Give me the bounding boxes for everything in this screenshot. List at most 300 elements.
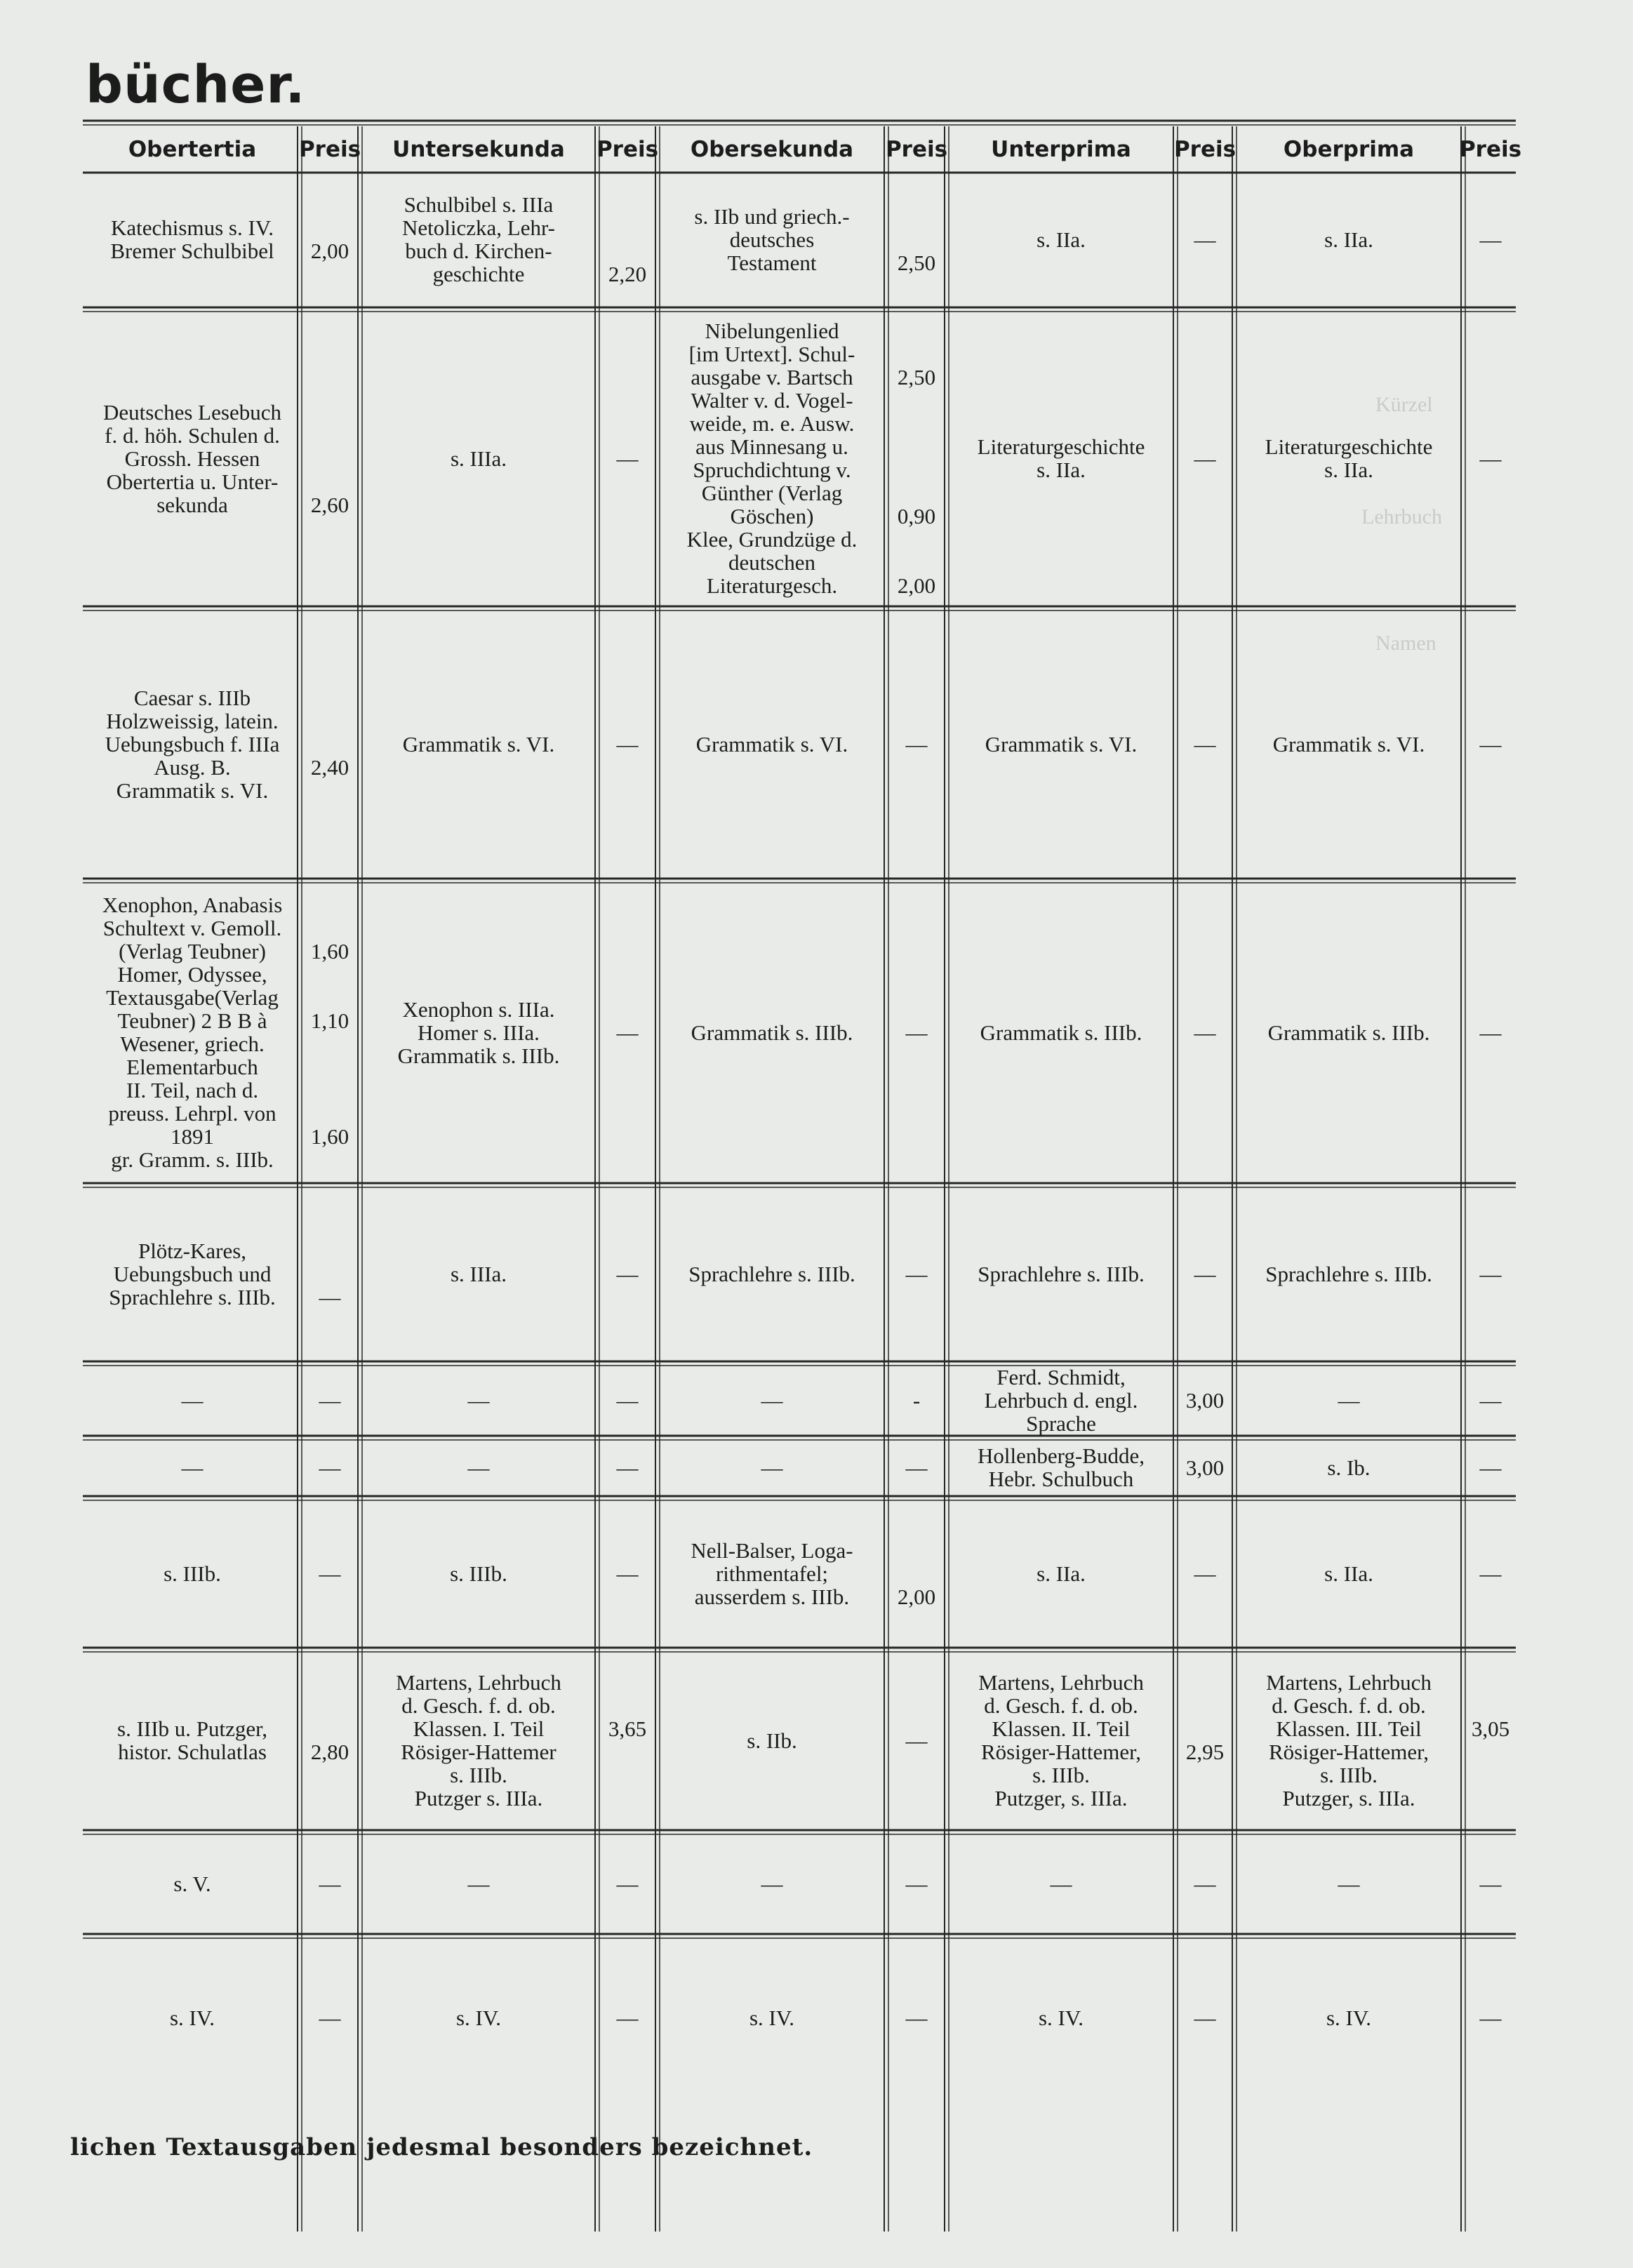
cell-line: Lehrbuch d. engl. [984, 1387, 1138, 1413]
table-cell [88, 313, 296, 603]
table-cell [1467, 1653, 1514, 1827]
table-cell [88, 1189, 296, 1359]
cell-line: s. IIa. [1324, 1561, 1373, 1586]
page-footer-text: lichen Textausgaben jedesmal besonders bezeichnet. [70, 2133, 813, 2161]
cell-line: — [905, 1728, 928, 1753]
table-cell [661, 884, 883, 1180]
cell-line [303, 986, 356, 1009]
cell-line: s. IIa. [1037, 458, 1086, 482]
cell-line: deutschen [728, 550, 815, 575]
table-cell [303, 1367, 356, 1433]
table-cell [890, 1441, 943, 1493]
table-cell [601, 1653, 654, 1827]
cell-line: Putzger s. IIIa. [414, 1786, 543, 1810]
cell-line: 3,00 [1185, 1455, 1225, 1480]
cell-line [303, 916, 356, 940]
table-cell [601, 174, 654, 305]
cell-line: s. IIa. [1324, 227, 1373, 252]
table-cell [88, 1441, 296, 1493]
cell-line: 2,00 [310, 239, 349, 263]
cell-line: — [467, 1387, 490, 1413]
cell-line [303, 1148, 356, 1171]
cell-line: Grammatik s. VI. [116, 778, 269, 803]
table-cell [661, 313, 883, 603]
cell-line: s. IIIb. [164, 1561, 221, 1586]
table-cell [303, 1189, 356, 1359]
table-cell [88, 1940, 296, 2095]
table-cell [1467, 1367, 1514, 1433]
cell-line: rithmentafel; [715, 1561, 829, 1586]
cell-line [1467, 1694, 1514, 1717]
table-cell [303, 612, 356, 876]
cell-line [601, 1694, 654, 1717]
cell-line: f. d. höh. Schulen d. [105, 422, 280, 448]
cell-line: — [1479, 446, 1502, 471]
cell-line: 3,05 [1471, 1716, 1510, 1741]
cell-line: — [616, 1020, 639, 1045]
cell-line: Testament [727, 250, 817, 275]
cell-line: Netoliczka, Lehr- [402, 215, 555, 240]
cell-line: — [905, 731, 928, 756]
cell-line: — [905, 1020, 928, 1045]
cell-line [890, 228, 943, 251]
cell-line: s. IIIb. [1320, 1763, 1378, 1787]
cell-line: s. IV. [455, 2005, 502, 2030]
table-cell [1179, 313, 1231, 603]
table-cell [88, 1367, 296, 1433]
cell-line [303, 733, 356, 756]
cell-line [890, 205, 943, 228]
cell-line [1179, 1671, 1231, 1694]
ghost-text: Namen [1375, 632, 1437, 655]
cell-line: — [905, 1871, 928, 1896]
cell-line: 1891 [171, 1124, 214, 1149]
cell-line: Elementarbuch [126, 1055, 258, 1079]
cell-line: s. IIa. [1037, 1561, 1086, 1586]
table-cell [950, 1653, 1172, 1827]
cell-line [303, 1239, 356, 1262]
cell-line: Grammatik s. VI. [402, 731, 555, 756]
cell-line: Sprachlehre s. IIIb. [109, 1284, 276, 1309]
table-cell [1238, 1502, 1460, 1645]
cell-line: s. IIb. [747, 1728, 797, 1753]
table-cell [303, 174, 356, 305]
cell-line: — [1479, 1387, 1502, 1413]
cell-line: Caesar s. IIIb [133, 685, 251, 710]
cell-line [890, 551, 943, 574]
cell-line [303, 401, 356, 424]
cell-line: Hebr. Schulbuch [988, 1467, 1134, 1491]
cell-line: Rösiger-Hattemer [401, 1740, 556, 1764]
table-cell [1238, 884, 1460, 1180]
table-cell [1467, 884, 1514, 1180]
cell-line: — [905, 1261, 928, 1286]
table-cell [950, 1940, 1172, 2095]
cell-line: Grammatik s. VI. [1272, 731, 1425, 756]
page-heading: bücher. [86, 55, 306, 115]
cell-line: — [616, 2005, 639, 2030]
cell-line [601, 1787, 654, 1810]
cell-line: — [319, 1455, 341, 1480]
cell-line: — [1338, 1871, 1360, 1896]
cell-line: Wesener, griech. [120, 1032, 265, 1056]
cell-line: 2,50 [897, 365, 936, 389]
cell-line: Plötz-Kares, [138, 1238, 247, 1263]
table-cell [890, 612, 943, 876]
table-cell [1179, 174, 1231, 305]
cell-line: Grossh. Hessen [124, 446, 260, 471]
cell-line: — [319, 2005, 341, 2030]
cell-line: — [616, 1261, 639, 1286]
cell-line: — [319, 1387, 341, 1413]
column-header-untersekunda: Untersekunda [392, 137, 565, 162]
cell-line: — [181, 1455, 204, 1480]
table-cell [1467, 1940, 1514, 2095]
cell-line: Nibelungenlied [705, 319, 839, 343]
cell-line: — [1479, 1261, 1502, 1286]
cell-line: — [1479, 731, 1502, 756]
cell-line [303, 1717, 356, 1740]
cell-line: 1,60 [310, 1124, 349, 1149]
table-cell [364, 1189, 594, 1359]
cell-line: d. Gesch. f. d. ob. [1272, 1693, 1426, 1718]
cell-line: Xenophon s. IIIa. [402, 996, 555, 1022]
cell-line: 3,00 [1185, 1387, 1225, 1413]
cell-line: — [181, 1387, 204, 1413]
cell-line: Uebungsbuch und [113, 1261, 272, 1286]
cell-line: deutsches [729, 227, 815, 252]
cell-line: Walter v. d. Vogel- [691, 388, 853, 413]
cell-line: 2,40 [310, 754, 349, 780]
cell-line: Klassen. I. Teil [413, 1716, 545, 1741]
cell-line: — [616, 1871, 639, 1896]
cell-line: — [905, 1455, 928, 1480]
cell-line [601, 1740, 654, 1763]
cell-line: s. V. [173, 1871, 211, 1896]
column-header-price: Preis [596, 137, 659, 162]
cell-line: 1,60 [310, 939, 349, 963]
cell-line [303, 447, 356, 470]
cell-line: Nell-Balser, Loga- [691, 1537, 853, 1563]
cell-line [1179, 1717, 1231, 1740]
table-cell [890, 884, 943, 1180]
cell-line: — [319, 1284, 341, 1309]
cell-line [890, 412, 943, 435]
cell-line: Sprachlehre s. IIIb. [1265, 1261, 1432, 1286]
table-cell [661, 612, 883, 876]
table-cell [601, 884, 654, 1180]
table-cell [661, 1653, 883, 1827]
cell-line: Uebungsbuch f. IIIa [105, 731, 280, 756]
cell-line: Xenophon, Anabasis [102, 893, 283, 917]
cell-line [303, 470, 356, 493]
cell-line: preuss. Lehrpl. von [108, 1101, 276, 1126]
table-cell [1238, 1441, 1460, 1493]
cell-line: Putzger, s. IIIa. [1282, 1786, 1415, 1810]
cell-line: s. IV. [1326, 2005, 1372, 2030]
table-cell [1179, 1940, 1231, 2095]
cell-line: Grammatik s. VI. [985, 731, 1138, 756]
cell-line: — [616, 731, 639, 756]
table-cell [364, 1836, 594, 1931]
cell-line [1467, 1671, 1514, 1694]
cell-line [601, 239, 654, 262]
cell-line: — [616, 446, 639, 471]
table-cell [950, 1836, 1172, 1931]
cell-line: — [1194, 731, 1216, 756]
cell-line [890, 389, 943, 412]
cell-line [303, 686, 356, 709]
table-cell [1467, 1189, 1514, 1359]
cell-line [303, 1055, 356, 1079]
cell-line: — [761, 1387, 783, 1413]
table-cell [364, 1367, 594, 1433]
table-cell [364, 1441, 594, 1493]
cell-line: s. IIIb. [450, 1763, 507, 1787]
cell-line: Göschen) [730, 504, 814, 528]
cell-line: s. IV. [1038, 2005, 1084, 2030]
cell-line: — [1479, 1020, 1502, 1045]
cell-line [303, 216, 356, 239]
cell-line: Martens, Lehrbuch [396, 1670, 561, 1695]
cell-line: Teubner) 2 B B à [117, 1008, 267, 1033]
cell-line [890, 435, 943, 458]
table-cell [1179, 1367, 1231, 1433]
table-cell [364, 313, 594, 603]
table-cell [950, 1364, 1172, 1436]
table-cell [1238, 1367, 1460, 1433]
cell-line: s. IIb und griech.- [694, 204, 850, 229]
table-cell [364, 612, 594, 876]
table-cell [601, 1441, 654, 1493]
table-cell [1238, 1836, 1460, 1931]
cell-line [303, 963, 356, 986]
table-cell [1179, 884, 1231, 1180]
table-cell [601, 313, 654, 603]
cell-line: Grammatik s. IIIb. [691, 1020, 853, 1045]
table-cell [303, 1836, 356, 1931]
column-header-oberprima: Oberprima [1283, 137, 1415, 162]
table-cell [1467, 313, 1514, 603]
table-cell [1238, 1940, 1460, 2095]
cell-line: — [1050, 1871, 1072, 1896]
cell-line: — [616, 1561, 639, 1586]
cell-line: — [1194, 1261, 1216, 1286]
cell-line: s. IIa. [1037, 227, 1086, 252]
table-cell [1467, 612, 1514, 876]
table-cell [661, 1367, 883, 1433]
cell-line: s. IV. [169, 2005, 215, 2030]
table-cell [364, 1502, 594, 1645]
cell-line: 2,95 [1185, 1740, 1225, 1764]
cell-line [890, 342, 943, 366]
cell-line: — [319, 1871, 341, 1896]
cell-line: Sprachlehre s. IIIb. [688, 1261, 855, 1286]
cell-line: Martens, Lehrbuch [978, 1670, 1144, 1695]
cell-line: Literaturgesch. [706, 573, 838, 598]
table-cell [601, 1940, 654, 2095]
cell-line: — [319, 1561, 341, 1586]
cell-line: — [1479, 1455, 1502, 1480]
cell-line: — [1194, 446, 1216, 471]
ghost-text: Lehrbuch [1361, 505, 1442, 528]
table-cell [88, 174, 296, 305]
table-cell [1179, 1836, 1231, 1931]
table-cell [303, 1653, 356, 1827]
table-cell [950, 612, 1172, 876]
table-cell [890, 1653, 943, 1827]
table-cell [950, 1441, 1172, 1493]
cell-line: Martens, Lehrbuch [1266, 1670, 1432, 1695]
table-cell [890, 313, 943, 603]
cell-line: 1,10 [310, 1008, 349, 1033]
table-cell [601, 1502, 654, 1645]
table-cell [890, 174, 943, 305]
table-cell [890, 1502, 943, 1645]
cell-line: 2,00 [897, 1584, 936, 1609]
cell-line: - [912, 1387, 921, 1413]
cell-line [890, 319, 943, 342]
cell-line: Schultext v. Gemoll. [102, 916, 282, 940]
cell-line: Grammatik s. VI. [695, 731, 848, 756]
table-cell [950, 1502, 1172, 1645]
cell-line: Schulbibel s. IIIa [404, 192, 554, 217]
cell-line: Grammatik s. IIIb. [1267, 1020, 1430, 1045]
table-cell [88, 884, 296, 1180]
cell-line: Klee, Grundzüge d. [686, 527, 858, 552]
cell-line: ausgabe v. Bartsch [691, 365, 853, 389]
cell-line: s. IIIb. [1032, 1763, 1090, 1787]
cell-line: geschichte [432, 262, 525, 286]
cell-line: [im Urtext]. Schul- [688, 342, 855, 366]
cell-line: s. IIIa. [450, 1261, 507, 1286]
cell-line: Putzger, s. IIIa. [994, 1786, 1128, 1810]
cell-line: s. Ib. [1327, 1455, 1371, 1480]
cell-line: 2,20 [608, 262, 647, 286]
column-header-obersekunda: Obersekunda [690, 137, 854, 162]
cell-line: Spruchdichtung v. [693, 458, 851, 482]
cell-line: d. Gesch. f. d. ob. [401, 1693, 556, 1718]
cell-line: s. IIIb u. Putzger, [117, 1716, 267, 1741]
cell-line [601, 193, 654, 216]
cell-line: s. IIa. [1324, 458, 1373, 482]
column-header-price: Preis [1173, 137, 1237, 162]
cell-line: Textausgabe(Verlag [106, 985, 279, 1010]
cell-line: — [905, 2005, 928, 2030]
table-cell [1179, 1441, 1231, 1493]
cell-line: weide, m. e. Ausw. [689, 411, 855, 436]
table-cell [364, 1653, 594, 1827]
table-cell [364, 174, 594, 305]
column-header-obertertia: Obertertia [128, 137, 257, 162]
table-cell [661, 1189, 883, 1359]
table-cell [601, 612, 654, 876]
cell-line: Sprache [1026, 1410, 1096, 1436]
cell-line: (Verlag Teubner) [119, 939, 266, 963]
cell-line: Ausg. B. [154, 754, 231, 780]
table-cell [661, 1940, 883, 2095]
table-cell [1179, 612, 1231, 876]
cell-line: 2,50 [897, 250, 936, 275]
cell-line: Rösiger-Hattemer, [981, 1740, 1141, 1764]
table-cell [950, 1189, 1172, 1359]
cell-line: 0,90 [897, 504, 936, 528]
cell-line: — [761, 1871, 783, 1896]
cell-line: — [1194, 1561, 1216, 1586]
cell-line [303, 709, 356, 733]
cell-line [1179, 1787, 1231, 1810]
cell-line: — [761, 1455, 783, 1480]
cell-line: 2,00 [897, 573, 936, 598]
cell-line: Literaturgeschichte [977, 434, 1145, 459]
table-cell [1467, 1502, 1514, 1645]
cell-line: Rösiger-Hattemer, [1269, 1740, 1429, 1764]
cell-line [303, 1262, 356, 1286]
cell-line: Literaturgeschichte [1265, 434, 1433, 459]
cell-line: Klassen. II. Teil [992, 1716, 1131, 1741]
column-header-unterprima: Unterprima [991, 137, 1131, 162]
table-cell [303, 1502, 356, 1645]
table-cell [601, 1836, 654, 1931]
table-cell [88, 1502, 296, 1645]
table-cell [1467, 1836, 1514, 1931]
cell-line: — [1194, 1020, 1216, 1045]
cell-line: — [467, 1455, 490, 1480]
column-header-price: Preis [1459, 137, 1522, 162]
cell-line: Hollenberg-Budde, [978, 1443, 1145, 1468]
table-cell [950, 174, 1172, 305]
table-cell [890, 1189, 943, 1359]
table-cell [1179, 1189, 1231, 1359]
table-cell [601, 1367, 654, 1433]
table-cell [1179, 1653, 1231, 1827]
cell-line [303, 1032, 356, 1055]
cell-line: Sprachlehre s. IIIb. [978, 1261, 1145, 1286]
table-cell [1238, 174, 1460, 305]
cell-line: histor. Schulatlas [118, 1740, 267, 1764]
cell-line [890, 481, 943, 505]
table-cell [303, 1441, 356, 1493]
cell-line: buch d. Kirchen- [405, 239, 552, 263]
cell-line: s. IIIb. [450, 1561, 507, 1586]
table-cell [1467, 174, 1514, 305]
table-cell [1179, 1502, 1231, 1645]
table-cell [661, 1836, 883, 1931]
cell-line: 2,80 [310, 1740, 349, 1764]
cell-line: aus Minnesang u. [695, 434, 848, 459]
cell-line [890, 1562, 943, 1585]
cell-line: — [1479, 2005, 1502, 2030]
cell-line: Bremer Schulbibel [110, 239, 274, 263]
table-cell [1238, 1653, 1460, 1827]
table-cell [1238, 1189, 1460, 1359]
table-cell [661, 1441, 883, 1493]
cell-line: — [1479, 1871, 1502, 1896]
cell-line [303, 893, 356, 916]
cell-line: — [1479, 227, 1502, 252]
table-cell [890, 1940, 943, 2095]
table-cell [1467, 1441, 1514, 1493]
cell-line: gr. Gramm. s. IIIb. [111, 1147, 274, 1172]
cell-line [601, 1763, 654, 1787]
cell-line [303, 1079, 356, 1102]
cell-line: s. IV. [749, 2005, 795, 2030]
cell-line: — [467, 1871, 490, 1896]
cell-line: ausserdem s. IIIb. [694, 1584, 850, 1609]
cell-line [303, 424, 356, 447]
cell-line [601, 216, 654, 239]
cell-line: II. Teil, nach d. [126, 1078, 259, 1102]
